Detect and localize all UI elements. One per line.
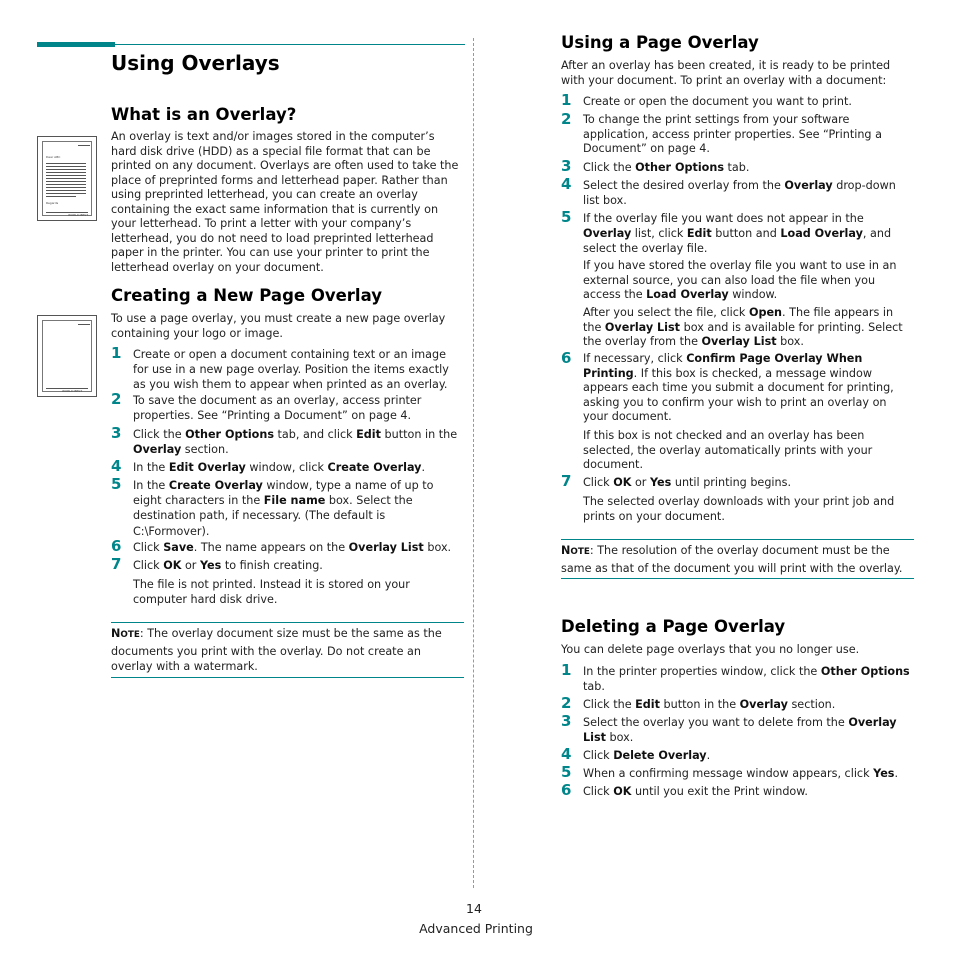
note-rule-top <box>111 622 464 623</box>
letterhead-document-illustration: Dear ABC Regards WORLD BEST <box>37 136 97 221</box>
using-step6-detail: If this box is not checked and an overlay has been selected, the overlay automatically prints with your document. <box>583 429 873 471</box>
note-rule-bottom <box>561 578 914 579</box>
using-intro: After an overlay has been created, it is ready to be printed with your document. To print an overlay with a document: <box>561 59 891 87</box>
deleting-intro: You can delete page overlays that you no longer use. <box>561 643 860 656</box>
using-step7-detail: The selected overlay downloads with your print job and prints on your document. <box>583 495 895 523</box>
page-number: 14 <box>466 901 482 916</box>
header-accent-bar <box>37 42 115 47</box>
using-heading: Using a Page Overlay <box>561 33 759 52</box>
creating-intro: To use a page overlay, you must create a new page overlay containing your logo or image. <box>111 312 446 340</box>
note-left: NOTE: The overlay document size must be the same as the documents you print with the overlay. Do not create an overlay with a watermark. <box>111 627 442 673</box>
note-right: NOTE: The resolution of the overlay document must be the same as that of the document you will print with the overlay. <box>561 544 903 575</box>
deleting-heading: Deleting a Page Overlay <box>561 617 786 636</box>
note-rule-bottom <box>111 677 464 678</box>
note-rule-top <box>561 539 914 540</box>
using-step5-detail-2: After you select the file, click Open. The file appears in the Overlay List box and is available for printing. Select the overlay from the Overlay List box. <box>583 306 903 348</box>
using-step5-detail-1: If you have stored the overlay file you want to use in an external source, you can also load the file when you access the Load Overlay window. <box>583 259 897 301</box>
what-body: An overlay is text and/or images stored in the computer’s hard disk drive (HDD) as a special file format that can be printed on any document. Overlays are often used to take the place of preprinted forms and letterhead paper. Rather than using preprinted letterhead, you can create an overlay containing the exact same information that is currently on your letterhead. To print a letter with your company’s letterhead, you do not need to load preprinted letterhead paper in the printer. You can use your printer to print the letterhead overlay on your document. <box>111 130 459 274</box>
overlay-document-illustration: WORLD BEST <box>37 315 97 397</box>
page-title: Using Overlays <box>111 51 280 75</box>
column-divider <box>473 38 474 888</box>
creating-heading: Creating a New Page Overlay <box>111 286 382 305</box>
header-rule <box>115 44 465 45</box>
creating-after-note: The file is not printed. Instead it is stored on your computer hard disk drive. <box>133 578 410 606</box>
footer-section-title: Advanced Printing <box>419 921 533 936</box>
what-heading: What is an Overlay? <box>111 105 297 124</box>
